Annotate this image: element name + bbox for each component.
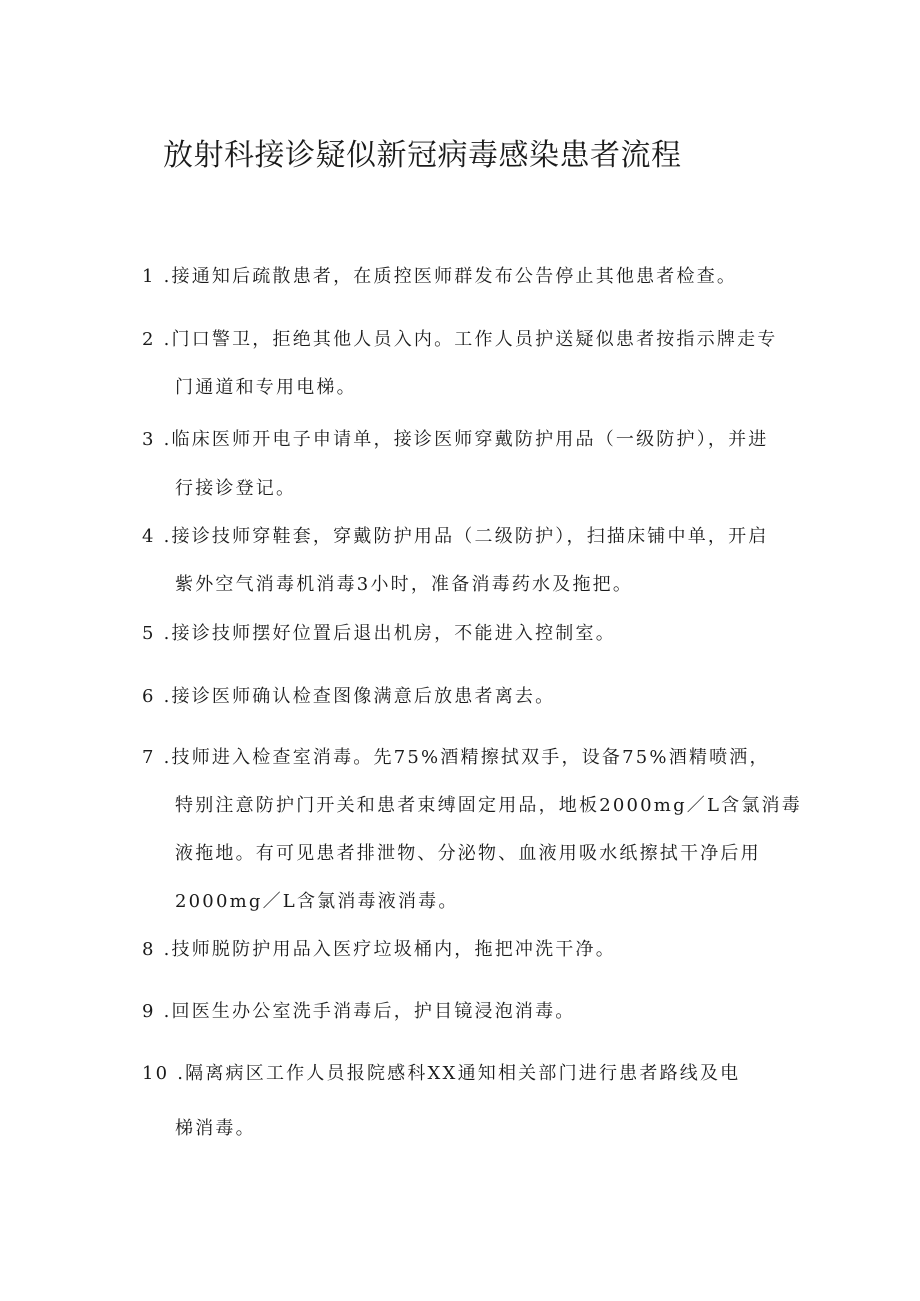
step-line: 7 .技师进入检查室消毒。先75%酒精擦拭双手，设备75%酒精喷洒， (142, 747, 770, 768)
step-line: 液拖地。有可见患者排泄物、分泌物、血液用吸水纸擦拭干净后用 (175, 843, 761, 864)
step-line: 4 .接诊技师穿鞋套，穿戴防护用品（二级防护），扫描床铺中单，开启 (142, 526, 769, 547)
step-line: 门通道和专用电梯。 (175, 377, 357, 398)
step-line: 1 .接通知后疏散患者，在质控医师群发布公告停止其他患者检查。 (142, 266, 738, 287)
step-line: 行接诊登记。 (175, 478, 297, 499)
step-line: 3 .临床医师开电子申请单，接诊医师穿戴防护用品（一级防护），并进 (142, 429, 769, 450)
step-line: 梯消毒。 (175, 1118, 256, 1139)
step-line: 8 .技师脱防护用品入医疗垃圾桶内，拖把冲洗干净。 (142, 939, 616, 960)
step-line: 特别注意防护门开关和患者束缚固定用品，地板2000mg／L含氯消毒 (175, 795, 802, 816)
step-line: 紫外空气消毒机消毒3小时，准备消毒药水及拖把。 (175, 574, 634, 595)
step-line: 2 .门口警卫，拒绝其他人员入内。工作人员护送疑似患者按指示牌走专 (142, 329, 778, 350)
page-title: 放射科接诊疑似新冠病毒感染患者流程 (163, 138, 682, 173)
step-line: 2000mg／L含氯消毒液消毒。 (175, 891, 459, 912)
step-line: 9 .回医生办公室洗手消毒后，护目镜浸泡消毒。 (142, 1001, 576, 1022)
step-line: 10 .隔离病区工作人员报院感科XX通知相关部门进行患者路线及电 (142, 1063, 741, 1084)
step-line: 5 .接诊技师摆好位置后退出机房，不能进入控制室。 (142, 623, 616, 644)
step-line: 6 .接诊医师确认检查图像满意后放患者离去。 (142, 686, 556, 707)
